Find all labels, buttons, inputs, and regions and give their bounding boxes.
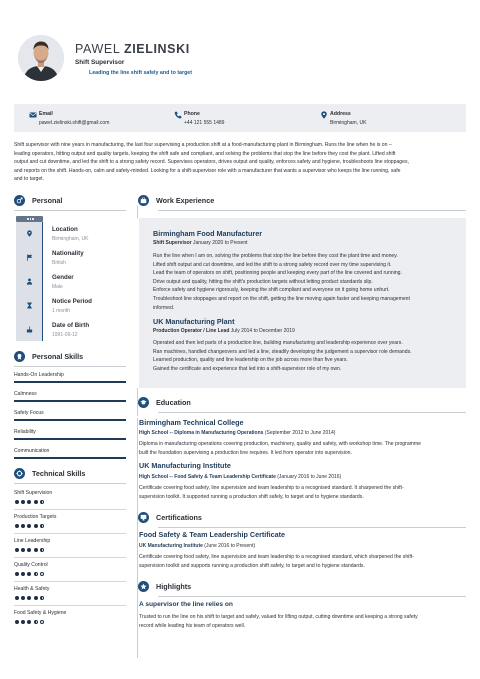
summary-line: Shift supervisor with nine years in manufacturing, the last four supervising a production shift at a food-manufacturing plant in Birmingham. Runs the line when he is on – <box>14 142 392 148</box>
skill-rating <box>15 572 46 576</box>
personal-row-nationality <box>16 246 126 270</box>
personal-details <box>16 216 126 341</box>
certification-dates: (June 2016 to Present) <box>204 543 256 549</box>
job-bullet: Gained the certificate and experience that led into a shift-supervisor role of my own. <box>153 365 342 372</box>
education-heading <box>138 397 191 408</box>
personal-key: Date of Birth <box>52 322 90 329</box>
personal-value: 1991-09-12 <box>52 332 78 338</box>
personal-key: Gender <box>52 274 74 281</box>
description-line: Certificate covering food safety, line supervision and team leadership to a recognised standard, which sharpened the shift- <box>139 554 414 560</box>
school-name: Birmingham Technical College <box>139 418 244 427</box>
rating-dot <box>15 572 19 576</box>
personal-value: 1 month <box>52 308 71 314</box>
rating-dot <box>34 500 38 504</box>
skill-underline <box>14 381 126 383</box>
phone-icon <box>174 111 182 119</box>
rating-dot <box>34 596 38 600</box>
gender-icon <box>14 195 25 206</box>
certification-name: Food Safety & Team Leadership Certificate <box>139 530 286 539</box>
job-meta <box>153 328 295 334</box>
rating-dot <box>27 524 31 528</box>
contact-bar <box>14 104 466 132</box>
skill-rating <box>15 548 46 552</box>
candidate-name <box>75 42 190 56</box>
rating-dot <box>15 596 19 600</box>
certification-issuer: UK Manufacturing Institute <box>139 543 203 549</box>
certifications-title: Certifications <box>156 513 202 522</box>
qualification: High School -- Food Safety & Team Leadership Certificate <box>139 474 276 480</box>
rating-dot <box>34 548 38 552</box>
summary-line: and reports on the shift. Hands-on, calm and safety-minded. Looking for a shift-supervisor role with a manufacturer that wants a supervisor who keeps the line running, safe <box>14 167 401 174</box>
highlight-description <box>139 613 464 630</box>
graduation-cap-icon <box>138 397 149 408</box>
summary-line: leading operators, hitting output and quality targets, keeping the shift safe and compliant, and solving the problems that stop the line before they cost the plant. Lifted shift <box>14 150 396 157</box>
personal-skill: Hands-On Leadership <box>14 372 64 378</box>
description-line: supervision toolkit and supports running a production shift safely, to target and to hygiene standards. <box>139 562 365 569</box>
rating-dot <box>40 620 44 624</box>
summary-line: output and cut downtime, and led the shift to a strong safety record. Supervises operators, drives output and quality, enforces safety and hygiene, troubleshoots line stoppages, <box>14 159 409 166</box>
tagline: Leading the line shift safely and to target <box>89 70 193 76</box>
email-label: Email <box>39 111 53 117</box>
rating-dot <box>15 548 19 552</box>
job-bullets <box>153 252 458 312</box>
job-dates: January 2020 to Present <box>193 240 248 246</box>
personal-skill: Reliability <box>14 429 36 435</box>
certificate-icon <box>138 512 149 523</box>
rating-dot <box>27 620 31 624</box>
technical-skill-name: Shift Supervision <box>14 490 53 496</box>
timeline-line <box>137 418 138 658</box>
technical-skill-name: Production Targets <box>14 514 57 520</box>
job-title: Shift Supervisor <box>75 59 125 66</box>
job-bullet: informed. <box>153 304 175 311</box>
technical-skill-name: Quality Control <box>14 562 48 568</box>
cake-icon <box>26 326 33 333</box>
job-bullet: Enforce safety and hygiene rigorously, keeping the shift compliant and everyone on it going home unhurt. <box>153 287 390 294</box>
divider <box>14 605 126 606</box>
profile-summary <box>14 141 466 184</box>
first-name: PAWEL <box>75 42 120 56</box>
rating-dot <box>40 524 44 528</box>
skill-underline <box>14 457 126 459</box>
certification-meta <box>139 543 255 549</box>
divider <box>14 581 126 582</box>
rating-dot <box>21 500 25 504</box>
rating-dot <box>34 620 38 624</box>
skill-underline <box>14 400 126 402</box>
personal-value: British <box>52 260 66 266</box>
divider <box>158 596 466 597</box>
job-bullet: Lead the team of operators on shift, positioning people and keeping every part of the line covered and running. <box>153 270 402 277</box>
description-line: Certificate covering food safety, line supervision and team leadership to a recognised standard. It sharpened the shift- <box>139 485 404 491</box>
profile-photo <box>18 35 64 81</box>
job-bullet: Learned production, quality and line leadership on the job across more than five years. <box>153 357 348 364</box>
qualification: High School -- Diploma in Manufacturing Operations <box>139 430 264 436</box>
company-name: Birmingham Food Manufacturer <box>153 229 263 238</box>
phone-value[interactable]: +44 121 555 1489 <box>184 120 225 126</box>
personal-title: Personal <box>32 196 63 205</box>
job-bullet: Run the line when I am on, solving the problems that stop the line before they cost the plant time and money. <box>153 253 398 259</box>
work-title: Work Experience <box>156 196 215 205</box>
rating-dot <box>15 620 19 624</box>
skill-rating <box>15 524 46 528</box>
personal-key: Nationality <box>52 250 84 257</box>
technical-skill-name: Line Leadership <box>14 538 51 544</box>
skill-rating <box>15 500 46 504</box>
job-bullet: Ran machines, handled changeovers and led a line, steadily developing the judgement a supervisor role demands. <box>153 348 412 355</box>
description-line: supervision toolkit. It supported running a production shift safely, to target and to hygiene standards. <box>139 493 364 500</box>
skill-underline <box>14 419 126 421</box>
rating-dot <box>40 548 44 552</box>
star-icon <box>138 581 149 592</box>
personal-key: Notice Period <box>52 298 92 305</box>
education-title: Education <box>156 398 191 407</box>
rating-dot <box>27 548 31 552</box>
job-bullet: Lifted shift output and cut downtime, and led the shift to a strong safety record over my time supervising it. <box>153 261 392 268</box>
technical-skills-heading <box>14 468 85 479</box>
rating-dot <box>15 500 19 504</box>
school-name: UK Manufacturing Institute <box>139 461 231 470</box>
timeline-line <box>137 206 138 218</box>
rating-dot <box>40 500 44 504</box>
job-role: Production Operator / Line Lead <box>153 328 230 334</box>
certification-description <box>139 553 464 570</box>
rating-dot <box>21 524 25 528</box>
highlights-title: Highlights <box>156 582 192 591</box>
badge-icon <box>14 351 25 362</box>
personal-skills-title: Personal Skills <box>32 352 84 361</box>
person-icon <box>26 278 33 285</box>
last-name: ZIELINSKI <box>124 42 190 56</box>
education-dates: (January 2016 to June 2016) <box>277 474 342 480</box>
rating-dot <box>21 596 25 600</box>
skill-rating <box>15 620 46 624</box>
rating-dot <box>15 524 19 528</box>
rating-dot <box>21 572 25 576</box>
personal-heading <box>14 195 62 206</box>
personal-row-dob <box>16 318 126 342</box>
personal-value: Birmingham, UK <box>52 236 89 242</box>
work-experience-card <box>139 218 466 388</box>
address-label: Address <box>330 111 351 117</box>
rating-dot <box>34 572 38 576</box>
briefcase-icon <box>138 195 149 206</box>
divider <box>158 527 466 528</box>
resume-header <box>14 30 466 92</box>
education-meta <box>139 474 341 480</box>
divider <box>14 509 126 510</box>
description-line: record while leading his team of operators well. <box>139 622 246 629</box>
job-bullets <box>153 339 458 373</box>
rating-dot <box>27 572 31 576</box>
summary-line: and to target. <box>14 176 45 183</box>
rating-dot <box>21 548 25 552</box>
divider <box>14 366 126 367</box>
education-description <box>139 440 464 457</box>
personal-skill: Safety Focus <box>14 410 44 416</box>
location-icon <box>26 230 33 237</box>
description-line: built the foundation supervising a production line requires. It led from operator into supervision. <box>139 449 352 456</box>
certifications-heading <box>138 512 202 523</box>
job-bullet: Operated and then led parts of a production line, building manufacturing and leadership experience over years. <box>153 340 403 346</box>
map-pin-icon <box>320 111 328 119</box>
rating-dot <box>40 596 44 600</box>
job-dates: July 2014 to December 2019 <box>230 328 295 334</box>
divider <box>158 412 466 413</box>
avatar <box>18 35 64 81</box>
skill-rating <box>15 596 46 600</box>
personal-value: Male <box>52 284 63 290</box>
address-value: Birmingham, UK <box>330 120 367 126</box>
technical-skill-name: Food Safety & Hygiene <box>14 610 67 616</box>
hourglass-icon <box>26 302 33 309</box>
rating-dot <box>27 596 31 600</box>
flag-icon <box>26 254 33 261</box>
personal-skill: Calmness <box>14 391 37 397</box>
personal-skills-heading <box>14 351 83 362</box>
education-dates: (September 2012 to June 2014) <box>264 430 336 436</box>
personal-skill: Communication <box>14 448 50 454</box>
description-line: Diploma in manufacturing operations covering production, machinery, quality and safety, with workshop time. The programme <box>139 441 421 447</box>
envelope-icon <box>29 111 37 119</box>
rating-dot <box>40 572 44 576</box>
divider <box>14 557 126 558</box>
job-meta <box>153 240 248 246</box>
divider <box>14 210 126 211</box>
personal-row-notice <box>16 294 126 318</box>
technical-skill-name: Health & Safety <box>14 586 50 592</box>
skill-underline <box>14 438 126 440</box>
divider <box>14 533 126 534</box>
email-value[interactable]: pawel.zielinski.shift@gmail.com <box>39 120 110 126</box>
highlight-heading: A supervisor the line relies on <box>139 601 233 608</box>
divider <box>158 210 466 211</box>
education-description <box>139 484 464 501</box>
technical-skills-title: Technical Skills <box>32 469 86 478</box>
description-line: Trusted to run the line on his shift to target and safely, valued for lifting output, cutting downtime and keeping a strong safety <box>139 614 418 620</box>
rating-dot <box>34 524 38 528</box>
work-heading <box>138 195 214 206</box>
phone-label: Phone <box>184 111 200 117</box>
rating-dot <box>21 620 25 624</box>
education-meta <box>139 430 335 436</box>
job-bullet: Drive output and quality, hitting the shift's production targets without letting product standards slip. <box>153 278 373 285</box>
divider <box>14 483 126 484</box>
job-role: Shift Supervisor <box>153 240 192 246</box>
rating-dot <box>27 500 31 504</box>
gear-icon <box>14 468 25 479</box>
highlights-heading <box>138 581 191 592</box>
personal-key: Location <box>52 226 78 233</box>
personal-row-gender <box>16 270 126 294</box>
job-bullet: Troubleshoot line stoppages and report on the shift, getting the line moving again faster and keeping management <box>153 295 410 302</box>
company-name: UK Manufacturing Plant <box>153 317 235 326</box>
personal-row-location <box>16 222 126 246</box>
